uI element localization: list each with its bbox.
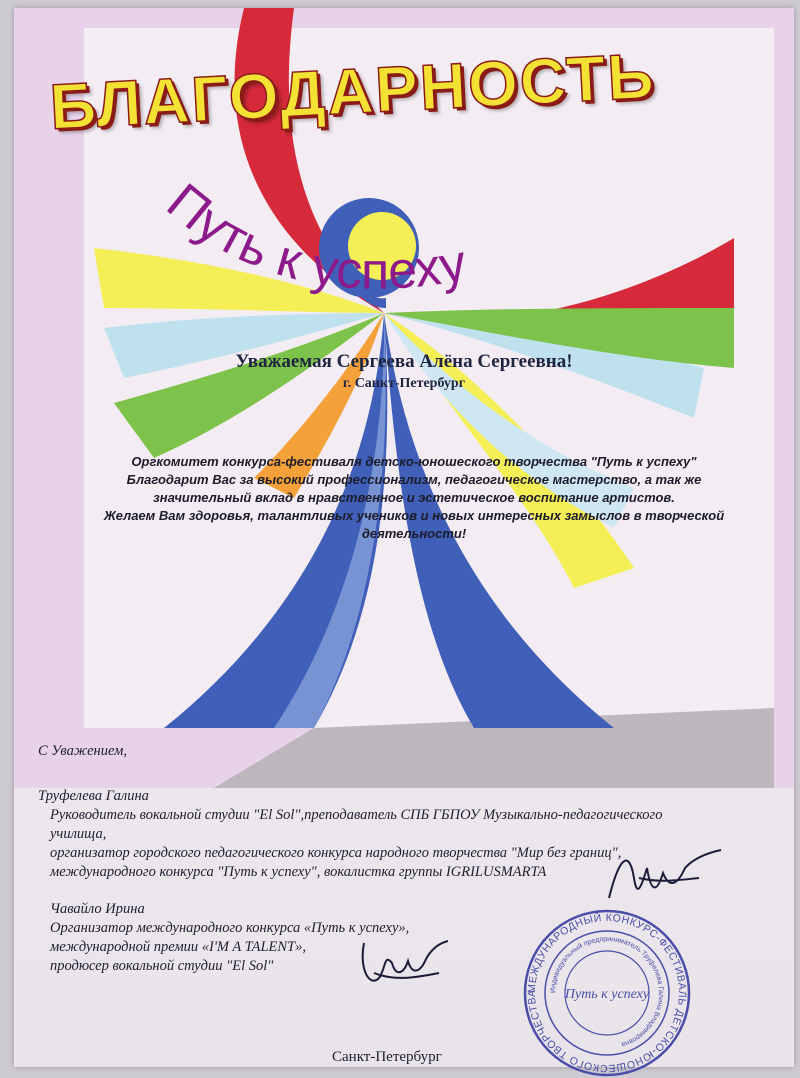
stamp-inner-text: Индивидуальный предприниматель Труфелева Галина Владимировна xyxy=(549,935,665,1048)
signer1-title-line: организатор городского педагогического конкурса народного творчества "Мир без границ", xyxy=(50,845,622,861)
signer2-title-line: международной премии «I'M A TALENT», xyxy=(50,939,306,955)
stamp-outer-text: МЕЖДУНАРОДНЫЙ КОНКУРС-ФЕСТИВАЛЬ ДЕТСКО-ЮНОШЕСКОГО ТВОРЧЕСТВА xyxy=(525,911,689,1075)
gratitude-line: деятельности! xyxy=(361,526,467,541)
gratitude-line: Желаем Вам здоровья, талантливых учеников и новых интересных замыслов в творческой xyxy=(103,508,725,523)
signer2-title-line: Организатор международного конкурса «Путь к успеху», xyxy=(50,920,410,936)
organization-stamp xyxy=(522,908,692,1078)
certificate-sheet xyxy=(14,8,794,1075)
signer1-title-line: училища, xyxy=(50,826,107,842)
closing-text: С Уважением, xyxy=(38,743,127,759)
signer2-name: Чавайло Ирина xyxy=(50,901,145,917)
signature-scribble-2 xyxy=(344,923,454,1003)
signer1-title-line: Руководитель вокальной студии "El Sol",преподаватель СПБ ГБПОУ Музыкально-педагогического xyxy=(50,807,663,823)
certificate-title: БЛАГОДАРНОСТЬ xyxy=(48,39,658,143)
recipient-city: г. Санкт-Петербург xyxy=(342,376,466,391)
svg-text:Путь к успеху xyxy=(156,173,470,301)
issue-city: Санкт-Петербург xyxy=(332,1049,442,1065)
stamp-center-text: Путь к успеху xyxy=(564,987,650,1002)
gratitude-text xyxy=(74,453,754,543)
signer2-title-line: продюсер вокальной студии "El Sol" xyxy=(50,958,274,974)
signer1-title-line: международного конкурса "Путь к успеху", вокалистка группы IGRILUSMARTA xyxy=(50,864,547,880)
recipient-greeting: Уважаемая Сергеева Алёна Сергеевна! xyxy=(235,351,573,372)
gratitude-line: Оргкомитет конкурса-фестиваля детско-юношеского творчества "Путь к успеху" xyxy=(131,454,697,469)
signer1-name: Труфелева Галина xyxy=(38,788,149,804)
gratitude-line: значительный вклад в нравственное и эстетическое воспитание артистов. xyxy=(153,490,675,505)
slogan-text: Путь к успеху xyxy=(156,172,471,301)
gratitude-line: Благодарит Вас за высокий профессионализм, педагогическое мастерство, а так же xyxy=(126,472,702,487)
